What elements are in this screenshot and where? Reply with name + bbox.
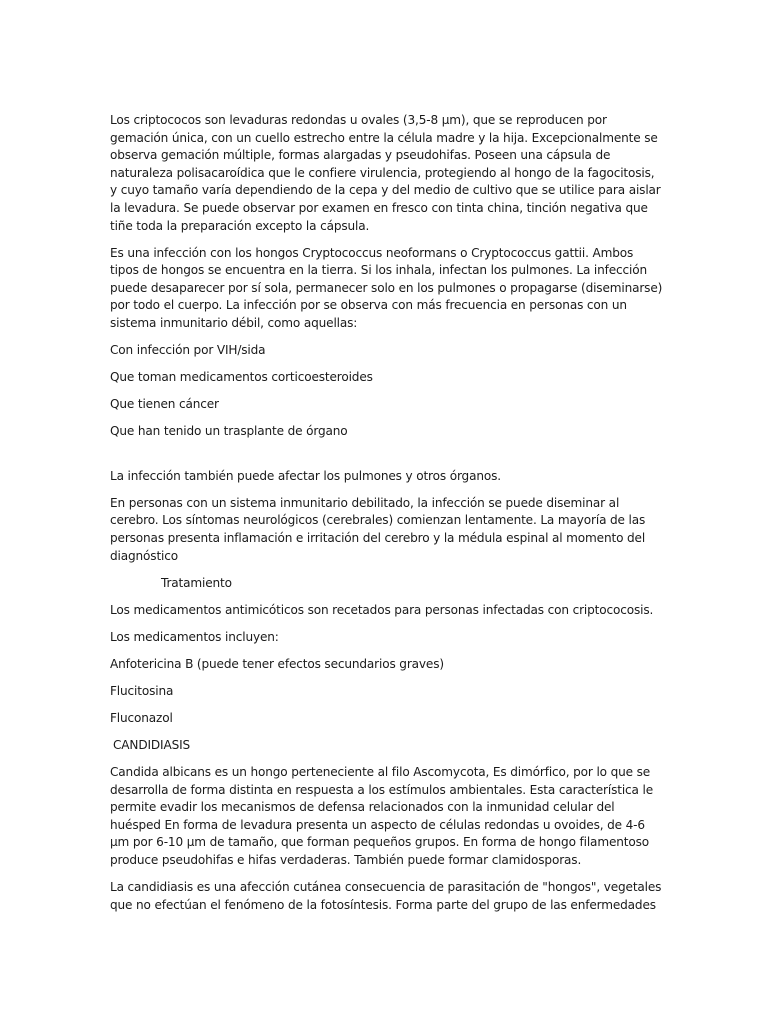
- paragraph-other-organs: La infección también puede afectar los pulmones y otros órganos.: [110, 468, 501, 483]
- list-item-amphotericin: Anfotericina B (puede tener efectos secundarios graves): [110, 656, 444, 671]
- list-item-cancer: Que tienen cáncer: [110, 397, 219, 412]
- paragraph-candidiasis-definition: La candidiasis es una afección cutánea consecuencia de parasitación de "hongos", vegetales que no efectúan el fenómeno de la fotosíntesis. Forma parte del grupo de las enfermedades: [110, 880, 662, 912]
- list-item-corticosteroids: Que toman medicamentos corticoesteroides: [110, 370, 373, 385]
- paragraph-candida-albicans: Candida albicans es un hongo perteneciente al filo Ascomycota, Es dimórfico, por lo que se desarrolla de forma distinta en respuesta a los estímulos ambientales. Esta característica le permite evadir los mecanismos de defensa relacionados con la inmunidad celular del huésped En forma de levadura presenta un aspecto de células redondas u ovoides, de 4-6 µm por 6-10 µm de tamaño, que forman pequeños grupos. En forma de hongo filamentoso produce pseudohifas e hifas verdaderas. También puede formar clamidosporas.: [110, 764, 653, 867]
- paragraph-cryptococcus-infection: Es una infección con los hongos Cryptococcus neoformans o Cryptococcus gattii. Ambos tipos de hongos se encuentra en la tierra. Si los inhala, infectan los pulmones. La infección puede desaparecer por sí sola, permanecer solo en los pulmones o propagarse (diseminarse) por todo el cuerpo. La infección por se observa con más frecuencia en personas con un sistema inmunitario débil, como aquellas:: [110, 245, 663, 331]
- paragraph-cryptococcus-description: Los criptococos son levaduras redondas u ovales (3,5-8 µm), que se reproducen por gemación única, con un cuello estrecho entre la célula madre y la hija. Excepcionalmente se observa gemación múltiple, formas alargadas y pseudohifas. Poseen una cápsula de naturaleza polisacaroídica que le confiere virulencia, protegiendo al hongo de la fagocitosis, y cuyo tamaño varía dependiendo de la cepa y del medio de cultivo que se utilice para aislar la levadura. Se puede observar por examen en fresco con tinta china, tinción negativa que tiñe toda la preparación excepto la cápsula.: [110, 113, 661, 233]
- list-item-hiv: Con infección por VIH/sida: [110, 343, 266, 358]
- list-item-flucytosine: Flucitosina: [110, 683, 174, 698]
- heading-candidiasis: CANDIDIASIS: [113, 737, 191, 752]
- document-page: [110, 112, 665, 924]
- paragraph-antifungals: Los medicamentos antimicóticos son recetados para personas infectadas con criptococosis.: [110, 602, 654, 617]
- list-item-transplant: Que han tenido un trasplante de órgano: [110, 424, 348, 439]
- paragraph-brain-spread: En personas con un sistema inmunitario debilitado, la infección se puede diseminar al cerebro. Los síntomas neurológicos (cerebrales) comienzan lentamente. La mayoría de las personas presenta inflamación e irritación del cerebro y la médula espinal al momento del diagnóstico: [110, 495, 646, 563]
- paragraph-medications-include: Los medicamentos incluyen:: [110, 629, 279, 644]
- heading-treatment: Tratamiento: [161, 575, 232, 590]
- list-item-fluconazole: Fluconazol: [110, 710, 173, 725]
